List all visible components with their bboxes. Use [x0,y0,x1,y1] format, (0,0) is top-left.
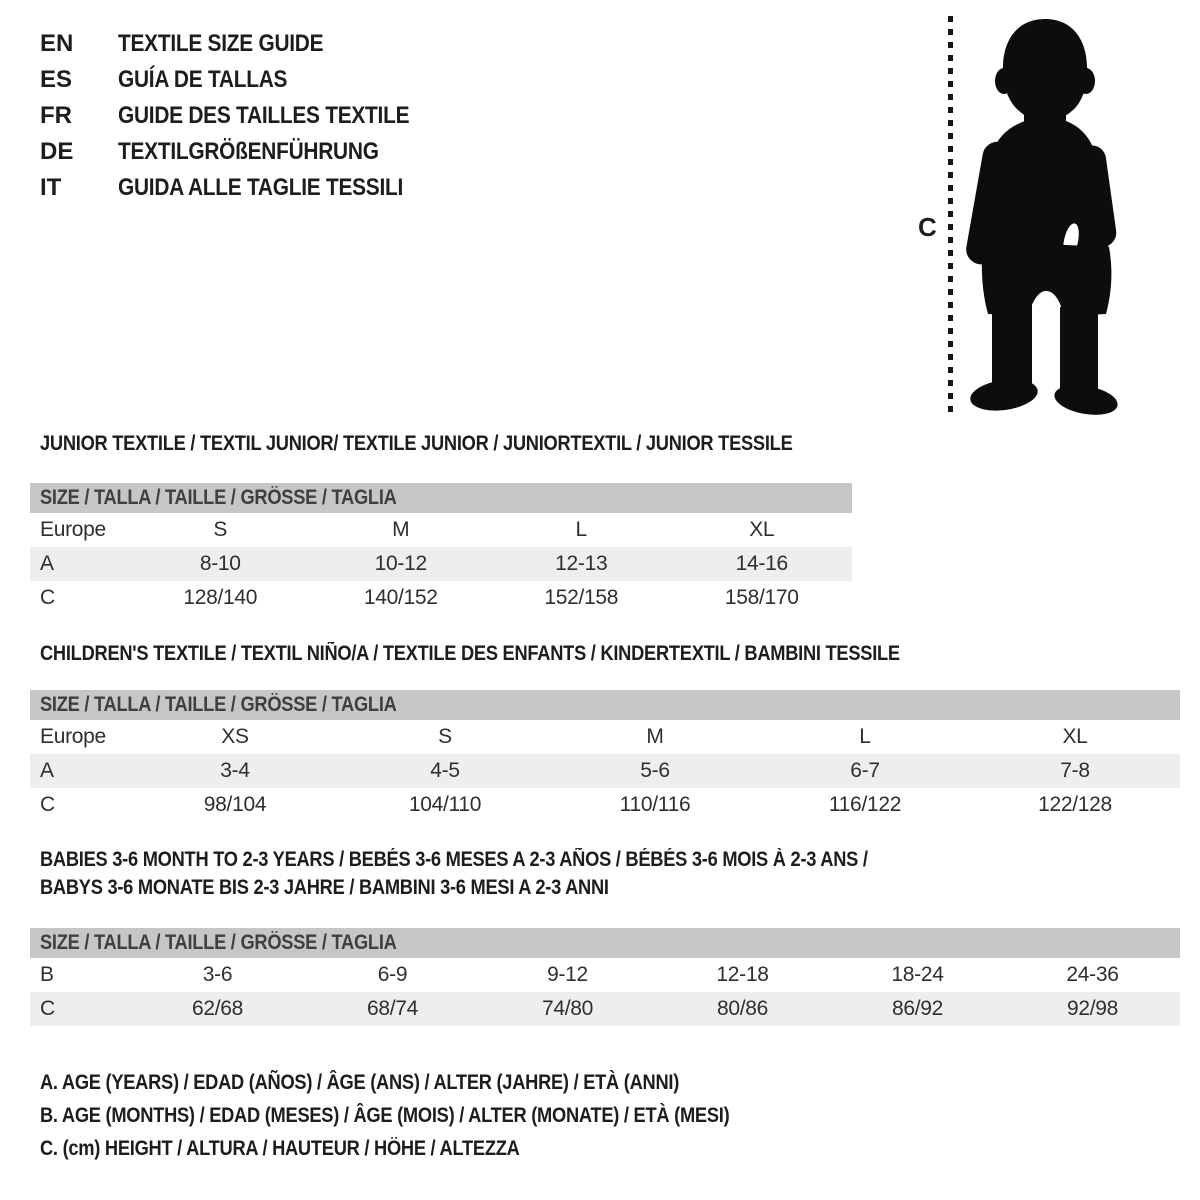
size-header-bar [30,483,852,513]
language-row-it [40,170,453,206]
junior-size-table [30,513,852,615]
language-code: ES [40,66,73,93]
size-cell: L [859,725,871,748]
row-label: A [30,754,130,788]
size-cell: 86/92 [830,992,1005,1026]
legend-line-a [40,1066,832,1099]
size-cell: 92/98 [1005,992,1180,1026]
size-cell: M [392,518,410,541]
section-babies-textile [30,846,1180,1026]
size-header-bar [30,690,1180,720]
section-title [30,846,1180,902]
legend-text: B. AGE (MONTHS) / EDAD (MESES) / ÂGE (MOIS) / ALTER (MONATE) / ETÀ (MESI) [40,1104,730,1127]
table-row-age-years [30,754,1180,788]
language-code: IT [40,174,62,201]
size-cell: 62/68 [130,992,305,1026]
size-cell: S [213,518,228,541]
vertical-dashed-measure-line-icon [948,16,953,413]
size-cell: 4-5 [340,754,550,788]
size-cell: 140/152 [363,586,438,609]
babies-size-table [30,958,1180,1026]
legend-line-c [40,1132,832,1165]
height-measure-label: C [918,212,937,242]
size-header-text: SIZE / TALLA / TAILLE / GRÖSSE / TAGLIA [40,486,397,509]
size-header-bar [30,928,1180,958]
size-cell: XL [749,518,775,541]
language-code: DE [40,138,74,165]
language-row-es [40,62,453,98]
size-cell: L [575,518,587,541]
row-label: Europe [40,518,106,541]
row-label: B [40,963,54,986]
section-title [30,430,852,458]
table-row-europe [30,513,852,547]
section-title-text-line2: BABYS 3-6 MONATE BIS 2-3 JAHRE / BAMBINI 3-6 MESI A 2-3 ANNI [40,876,609,899]
language-title: GUIDA ALLE TAGLIE TESSILI [118,174,404,201]
size-cell: 158/170 [724,586,799,609]
size-cell: 7-8 [970,754,1180,788]
size-cell: 104/110 [408,793,482,816]
size-cell: 5-6 [550,754,760,788]
section-title-text: CHILDREN'S TEXTILE / TEXTIL NIÑO/A / TEXTILE DES ENFANTS / KINDERTEXTIL / BAMBINI TESSILE [40,642,900,665]
size-cell: 68/74 [305,992,480,1026]
legend-text: A. AGE (YEARS) / EDAD (AÑOS) / ÂGE (ANS) / ALTER (JAHRE) / ETÀ (ANNI) [40,1071,680,1094]
table-row-height [30,992,1180,1026]
size-cell: 8-10 [130,547,311,581]
table-row-europe [30,720,1180,754]
row-label: C [40,793,55,816]
section-title-text-line1: BABIES 3-6 MONTH TO 2-3 YEARS / BEBÉS 3-6 MESES A 2-3 AÑOS / BÉBÉS 3-6 MOIS À 2-3 ANS / [40,848,868,871]
language-title: TEXTILE SIZE GUIDE [118,30,324,57]
section-children-textile [30,640,1180,822]
children-size-table [30,720,1180,822]
size-cell: 152/158 [544,586,619,609]
size-cell: 18-24 [891,963,944,986]
size-cell: 128/140 [183,586,258,609]
size-header-text: SIZE / TALLA / TAILLE / GRÖSSE / TAGLIA [40,931,397,954]
language-title: GUÍA DE TALLAS [118,66,288,93]
size-cell: 24-36 [1066,963,1119,986]
toddler-silhouette-icon [958,15,1143,415]
row-label: A [30,547,130,581]
size-cell: 122/128 [1038,793,1112,816]
size-cell: 6-9 [377,963,408,986]
size-cell: 98/104 [203,793,267,816]
size-cell: 80/86 [655,992,830,1026]
size-cell: 12-18 [716,963,769,986]
language-row-en [40,26,453,62]
table-row-age-months [30,958,1180,992]
size-cell: 74/80 [480,992,655,1026]
section-junior-textile [30,430,852,615]
size-cell: S [438,725,452,748]
size-cell: 6-7 [760,754,970,788]
language-row-de [40,134,453,170]
measurement-legend [40,1066,832,1165]
language-title: GUIDE DES TAILLES TEXTILE [118,102,410,129]
section-title-text: JUNIOR TEXTILE / TEXTIL JUNIOR/ TEXTILE JUNIOR / JUNIORTEXTIL / JUNIOR TESSILE [40,432,793,455]
size-cell: 3-6 [202,963,233,986]
size-cell: 116/122 [828,793,902,816]
table-row-age-years [30,547,852,581]
legend-line-b [40,1099,832,1132]
size-cell: M [646,725,664,748]
row-label: C [40,586,55,609]
language-code: FR [40,102,72,129]
language-title: TEXTILGRÖßENFÜHRUNG [118,138,379,165]
table-row-height [30,788,1180,822]
language-title-list [40,26,453,206]
row-label: Europe [40,725,106,748]
section-title [30,640,1180,668]
table-row-height [30,581,852,615]
size-cell: 110/116 [619,793,691,816]
size-cell: 10-12 [311,547,492,581]
legend-text: C. (cm) HEIGHT / ALTURA / HAUTEUR / HÖHE / ALTEZZA [40,1137,520,1160]
size-header-text: SIZE / TALLA / TAILLE / GRÖSSE / TAGLIA [40,693,397,716]
size-cell: 3-4 [130,754,340,788]
language-row-fr [40,98,453,134]
size-cell: XS [221,725,249,748]
size-cell: XL [1062,725,1088,748]
size-cell: 9-12 [547,963,588,986]
language-code: EN [40,30,74,57]
size-cell: 12-13 [491,547,672,581]
row-label: C [30,992,130,1026]
size-cell: 14-16 [672,547,853,581]
